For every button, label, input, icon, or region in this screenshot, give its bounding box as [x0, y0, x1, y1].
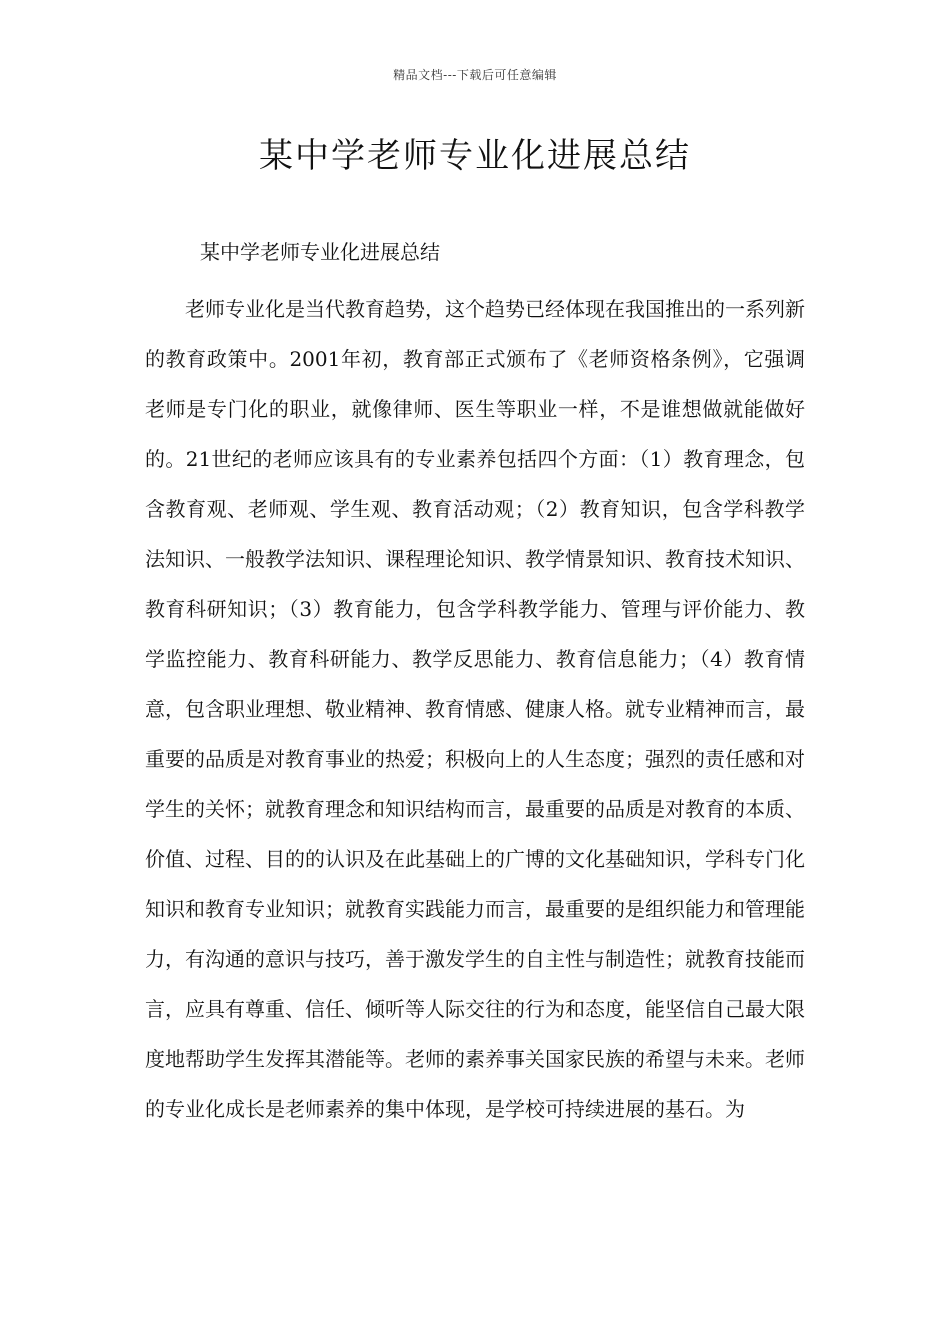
document-subtitle: 某中学老师专业化进展总结	[200, 240, 440, 264]
header-note: 精品文档---下载后可任意编辑	[393, 68, 557, 82]
body-paragraph: 老师专业化是当代教育趋势，这个趋势已经体现在我国推出的一系列新的教育政策中。2001年初，教育部正式颁布了《老师资格条例》，它强调老师是专门化的职业，就像律师、医生等职业一样，不是谁想做就能做好的。21世纪的老师应该具有的专业素养包括四个方面：（1）教育理念，包含教育观、老师观、学生观、教育活动观；（2）教育知识，包含学科教学法知识、一般教学法知识、课程理论知识、教学情景知识、教育技术知识、教育科研知识；（3）教育能力，包含学科教学能力、管理与评价能力、教学监控能力、教育科研能力、教学反思能力、教育信息能力；（4）教育情意，包含职业理想、敬业精神、教育情感、健康人格。就专业精神而言，最重要的品质是对教育事业的热爱；积极向上的人生态度；强烈的责任感和对学生的关怀；就教育理念和知识结构而言，最重要的品质是对教育的本质、价值、过程、目的的认识及在此基础上的广博的文化基础知识，学科专门化知识和教育专业知识；就教育实践能力而言，最重要的是组织能力和管理能力，有沟通的意识与技巧，善于激发学生的自主性与制造性；就教育技能而言，应具有尊重、信任、倾听等人际交往的行为和态度，能坚信自己最大限度地帮助学生发挥其潜能等。老师的素养事关国家民族的希望与未来。老师的专业化成长是老师素养的集中体现，是学校可持续进展的基石。为	[145, 297, 805, 1121]
document-title: 某中学老师专业化进展总结	[259, 136, 691, 176]
